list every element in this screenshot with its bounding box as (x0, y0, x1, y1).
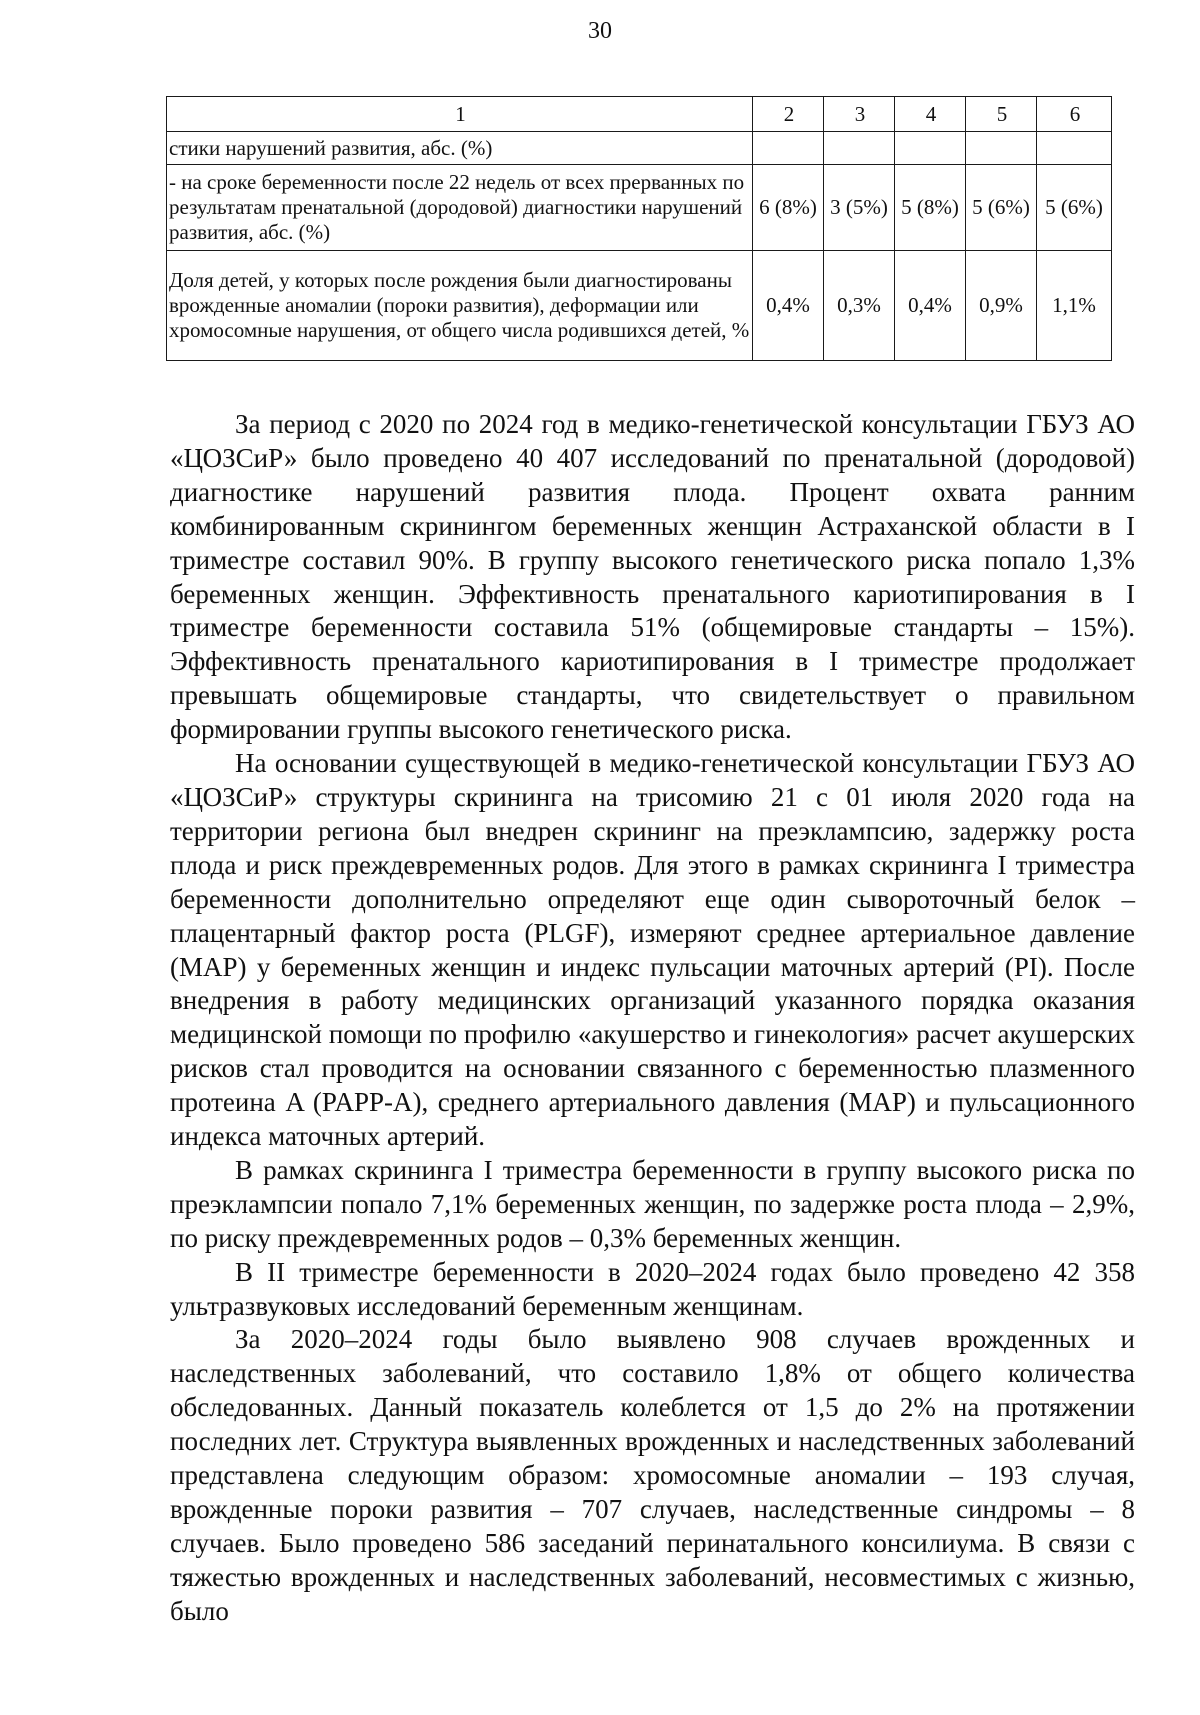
paragraph: За период с 2020 по 2024 год в медико-генетической консультации ГБУЗ АО «ЦОЗСиР» было проведено 40 407 исследований по пренатальной (дородовой) диагностике нарушений развития плода. Процент охвата ранним комбинированным скринингом беременных женщин Астраханской области в I триместре составил 90%. В группу высокого генетического риска попало 1,3% беременных женщин. Эффективность пренатального кариотипирования в I триместре беременности составила 51% (общемировые стандарты – 15%). Эффективность пренатального кариотипирования в I триместре продолжает превышать общемировые стандарты, что свидетельствует о правильном формировании группы высокого генетического риска. (170, 409, 1135, 745)
table-cell (753, 132, 824, 165)
table-row (167, 251, 1112, 361)
table-header-row (167, 97, 1112, 132)
table-header-cell: 6 (1037, 97, 1112, 132)
table-cell (966, 132, 1037, 165)
body-text (170, 408, 1135, 1629)
table-header-cell: 5 (966, 97, 1037, 132)
paragraph: В II триместре беременности в 2020–2024 годах было проведено 42 358 ультразвуковых исследований беременным женщинам. (170, 1256, 1135, 1321)
table-cell (1037, 132, 1112, 165)
table-cell: 5 (6%) (1037, 165, 1112, 251)
table-cell: 5 (8%) (895, 165, 966, 251)
table-header-cell: 3 (824, 97, 895, 132)
table-cell: 6 (8%) (753, 165, 824, 251)
table-cell: 0,4% (753, 251, 824, 361)
page-number: 30 (588, 18, 612, 44)
table-header-cell: 1 (167, 97, 753, 132)
paragraph: За 2020–2024 годы было выявлено 908 случаев врожденных и наследственных заболеваний, что составило 1,8% от общего количества обследованных. Данный показатель колеблется от 1,5 до 2% на протяжении последних лет. Структура выявленных врожденных и наследственных заболеваний представлена следующим образом: хромосомные аномалии – 193 случая, врожденные пороки развития – 707 случаев, наследственные синдромы – 8 случаев. Было проведено 586 заседаний перинатального консилиума. В связи с тяжестью врожденных и наследственных заболеваний, несовместимых с жизнью, было (170, 1324, 1135, 1626)
table-row-label: - на сроке беременности после 22 недель от всех прерванных по результатам пренатальной (дородовой) диагностики нарушений развития, абс. (%) (167, 165, 753, 251)
paragraph: На основании существующей в медико-генетической консультации ГБУЗ АО «ЦОЗСиР» структуры скрининга на трисомию 21 с 01 июля 2020 года на территории региона был внедрен скрининг на преэклампсию, задержку роста плода и риск преждевременных родов. Для этого в рамках скрининга I триместра беременности дополнительно определяют еще один сывороточный белок – плацентарный фактор роста (PLGF), измеряют среднее артериальное давление (MAP) у беременных женщин и индекс пульсации маточных артерий (PI). После внедрения в работу медицинских организаций указанного порядка оказания медицинской помощи по профилю «акушерство и гинекология» расчет акушерских рисков стал проводится на основании связанного с беременностью плазменного протеина A (PAPP-A), среднего артериального давления (MAP) и пульсационного индекса маточных артерий. (170, 748, 1135, 1152)
table-header-cell: 4 (895, 97, 966, 132)
statistics-table (166, 96, 1112, 361)
table-row-label: стики нарушений развития, абс. (%) (167, 132, 753, 165)
table-header-cell: 2 (753, 97, 824, 132)
table-cell: 5 (6%) (966, 165, 1037, 251)
table-cell: 0,3% (824, 251, 895, 361)
table-row (167, 165, 1112, 251)
table-row (167, 132, 1112, 165)
table-cell: 3 (5%) (824, 165, 895, 251)
table-cell: 0,4% (895, 251, 966, 361)
table-cell (824, 132, 895, 165)
table-cell: 0,9% (966, 251, 1037, 361)
paragraph: В рамках скрининга I триместра беременности в группу высокого риска по преэклампсии попало 7,1% беременных женщин, по задержке роста плода – 2,9%, по риску преждевременных родов – 0,3% беременных женщин. (170, 1154, 1135, 1253)
table-cell: 1,1% (1037, 251, 1112, 361)
table-row-label: Доля детей, у которых после рождения были диагностированы врожденные аномалии (пороки развития), деформации или хромосомные нарушения, от общего числа родившихся детей, % (167, 251, 753, 361)
table-cell (895, 132, 966, 165)
